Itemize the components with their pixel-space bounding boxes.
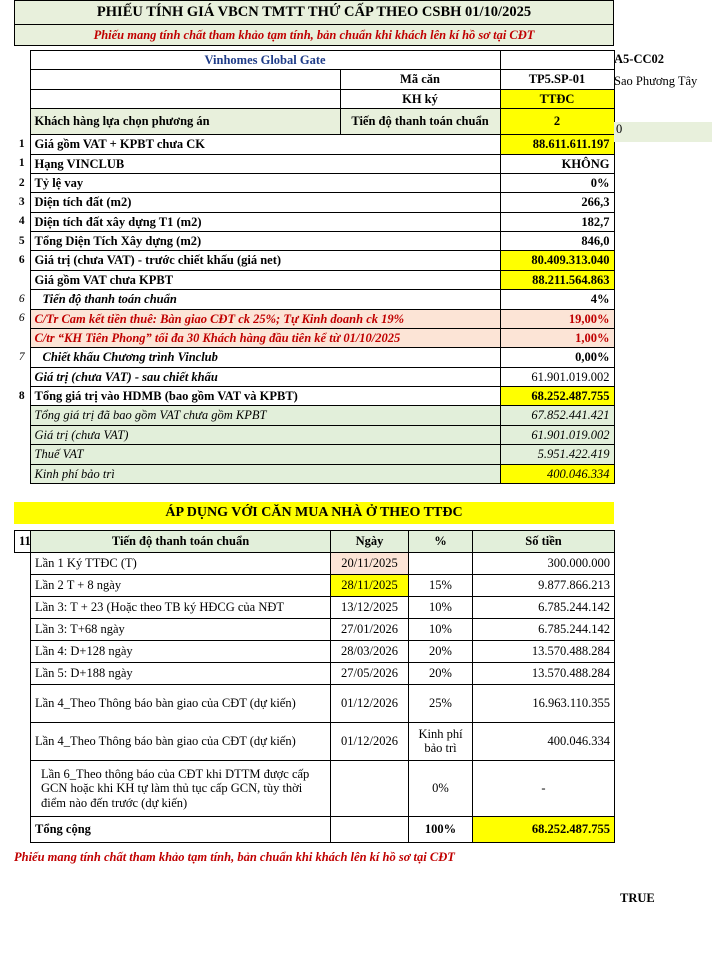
row-index: 8 [18,389,25,402]
table-row [14,251,614,270]
row-index: 6 [18,254,25,266]
footnote: Phiếu mang tính chất tham khảo tạm tính, bản chuẩn khi khách lên kí hồ sơ tại CĐT [14,849,455,864]
row-project [14,51,614,70]
row-label: Thuế VAT [30,445,500,464]
row-label: Tỷ lệ vay [30,173,500,192]
row-value: 1,00% [500,328,614,347]
blank-index [15,816,31,842]
row-index: 4 [18,215,25,228]
table-row [14,328,614,347]
blank-index [15,618,31,640]
blank-index [15,760,31,816]
kh-ky-spacer [30,89,340,108]
row-value: 0% [500,173,614,192]
row-value: 4% [500,290,614,309]
row-value: 68.252.487.755 [500,387,614,406]
customer-option-label: Khách hàng lựa chọn phương án [30,109,340,135]
idx-blank [14,51,30,70]
schedule-date [331,760,409,816]
sao-phuong-tay-label: Sao Phương Tây [614,74,698,88]
schedule-amount: 400.046.334 [473,722,615,760]
true-label: TRUE [620,891,655,905]
schedule-row [15,552,615,574]
schedule-amount: - [473,760,615,816]
schedule-amount: 16.963.110.355 [473,684,615,722]
schedule-row [15,574,615,596]
schedule-row [15,662,615,684]
table-row [14,367,614,386]
row-label: Giá trị (chưa VAT) - sau chiết khấu [30,367,500,386]
schedule-name: Lần 1 Ký TTĐC (T) [31,552,331,574]
kh-ky-value: TTĐC [500,89,614,108]
row-index [14,270,30,289]
schedule-row-index: 11 [15,530,31,552]
ma-can-label: Mã căn [340,70,500,89]
row-label: Tổng giá trị vào HDMB (bao gồm VAT và KPBT) [30,387,500,406]
row-label: C/Tr Cam kết tiền thuê: Bàn giao CĐT ck 25%; Tự Kinh doanh ck 19% [30,309,500,328]
row-value: 67.852.441.421 [500,406,614,425]
schedule-pct: 20% [409,662,473,684]
table-row [14,348,614,367]
table-row [14,232,614,251]
schedule-name: Lần 3: T + 23 (Hoặc theo TB ký HĐCG của NĐT [31,596,331,618]
row-label: Giá trị (chưa VAT) - trước chiết khấu (giá net) [30,251,500,270]
schedule-pct: Kinh phí bảo trì [409,722,473,760]
ma-can-value: TP5.SP-01 [500,70,614,89]
blank-index [15,662,31,684]
row-value: 61.901.019.002 [500,367,614,386]
row-value: 5.951.422.419 [500,445,614,464]
row-index: 1 [18,157,25,170]
row-value: 846,0 [500,232,614,251]
total-date-blank [331,816,409,842]
schedule-date: 28/03/2026 [331,640,409,662]
schedule-name: Lần 4: D+128 ngày [31,640,331,662]
apdung-banner: ÁP DỤNG VỚI CĂN MUA NHÀ Ở THEO TTĐC [14,502,614,524]
schedule-pct: 20% [409,640,473,662]
schedule-name: Lần 2 T + 8 ngày [31,574,331,596]
table-row [14,406,614,425]
row-label: Tổng Diện Tích Xây dựng (m2) [30,232,500,251]
row-index [14,328,30,347]
schedule-date: 28/11/2025 [331,574,409,596]
schedule-pct: 10% [409,618,473,640]
payment-standard-label: Tiến độ thanh toán chuẩn [340,109,500,135]
row-value: 266,3 [500,193,614,212]
title-line-2: Phiếu mang tính chất tham khảo tạm tính, bản chuẩn khi khách lên kí hồ sơ tại CĐT [15,24,614,45]
blank-index [15,640,31,662]
row-value: 88.211.564.863 [500,270,614,289]
schedule-date: 13/12/2025 [331,596,409,618]
row-label: Giá gồm VAT + KPBT chưa CK [30,135,500,154]
table-row [14,173,614,192]
schedule-row [15,596,615,618]
row-label: Giá gồm VAT chưa KPBT [30,270,500,289]
table-row [14,309,614,328]
payment-schedule-table [14,530,615,843]
row-index [14,425,30,444]
blank-index [15,574,31,596]
schedule-pct [409,552,473,574]
row-value: 0,00% [500,348,614,367]
row-value: 88.611.611.197 [500,135,614,154]
table-row [14,387,614,406]
schedule-date: 01/12/2026 [331,722,409,760]
schedule-date: 20/11/2025 [331,552,409,574]
code-right: A5-CC02 [614,52,664,66]
row-index [14,367,30,386]
schedule-date: 27/05/2026 [331,662,409,684]
schedule-header-amount: Số tiền [473,530,615,552]
row-index [14,464,30,483]
row-value: 400.046.334 [500,464,614,483]
row-index: 6 [18,312,25,325]
row-customer-option [14,109,614,135]
row-label: Diện tích đất xây dựng T1 (m2) [30,212,500,231]
row-index: 5 [18,234,25,247]
schedule-date: 27/01/2026 [331,618,409,640]
table-row [14,425,614,444]
blank-index [15,722,31,760]
project-blank [500,51,614,70]
ma-can-spacer [30,70,340,89]
schedule-name: Lần 6_Theo thông báo của CĐT khi DTTM được cấp GCN hoặc khi KH tự làm thủ tục cấp GCN, tùy thời điểm nào đến trước (dự kiến) [31,760,331,816]
blank-index [15,552,31,574]
row-kh-ky [14,89,614,108]
schedule-amount: 6.785.244.142 [473,596,615,618]
schedule-row [15,684,615,722]
schedule-header-pct: % [409,530,473,552]
project-name: Vinhomes Global Gate [30,51,500,70]
row-label: C/tr “KH Tiên Phong” tối đa 30 Khách hàng đầu tiên kể từ 01/10/2025 [30,328,500,347]
schedule-header-row [15,530,615,552]
schedule-name: Lần 3: T+68 ngày [31,618,331,640]
row-value: 19,00% [500,309,614,328]
schedule-date: 01/12/2026 [331,684,409,722]
schedule-pct: 0% [409,760,473,816]
row-value: 61.901.019.002 [500,425,614,444]
row-index [14,445,30,464]
schedule-amount: 300.000.000 [473,552,615,574]
table-row [14,135,614,154]
row-value: 80.409.313.040 [500,251,614,270]
schedule-name: Lần 4_Theo Thông báo bàn giao của CĐT (dự kiến) [31,684,331,722]
schedule-header-date: Ngày [331,530,409,552]
schedule-row [15,760,615,816]
schedule-name: Lần 5: D+188 ngày [31,662,331,684]
schedule-row [15,618,615,640]
row-ma-can [14,70,614,89]
table-row [14,290,614,309]
table-row [14,193,614,212]
row-label: Kinh phí bảo trì [30,464,500,483]
blank-index [15,684,31,722]
schedule-pct: 25% [409,684,473,722]
schedule-total-row [15,816,615,842]
schedule-name: Lần 4_Theo Thông báo bàn giao của CĐT (dự kiến) [31,722,331,760]
zero-right: 0 [614,122,712,142]
row-value: KHÔNG [500,154,614,173]
blank-index [15,596,31,618]
schedule-amount: 13.570.488.284 [473,662,615,684]
row-label: Tiến độ thanh toán chuẩn [30,290,500,309]
table-row [14,445,614,464]
row-index: 7 [18,350,25,363]
row-label: Diện tích đất (m2) [30,193,500,212]
total-pct: 100% [409,816,473,842]
table-row [14,464,614,483]
payment-standard-value: 2 [500,109,614,135]
row-label: Chiết khấu Chương trình Vinclub [30,348,500,367]
schedule-pct: 10% [409,596,473,618]
schedule-amount: 13.570.488.284 [473,640,615,662]
schedule-header-name: Tiến độ thanh toán chuẩn [31,530,331,552]
schedule-amount: 9.877.866.213 [473,574,615,596]
table-row [14,212,614,231]
table-row [14,270,614,289]
total-amount: 68.252.487.755 [473,816,615,842]
total-label: Tổng cộng [31,816,331,842]
row-index: 1 [18,137,25,150]
row-label: Giá trị (chưa VAT) [30,425,500,444]
schedule-amount: 6.785.244.142 [473,618,615,640]
table-row [14,154,614,173]
title-line-1: PHIẾU TÍNH GIÁ VBCN TMTT THỨ CẤP THEO CSBH 01/10/2025 [15,1,614,25]
schedule-row [15,722,615,760]
row-index: 6 [18,292,25,305]
row-label: Hạng VINCLUB [30,154,500,173]
kh-ky-label: KH ký [340,89,500,108]
row-index: 3 [18,195,25,208]
row-value: 182,7 [500,212,614,231]
idx-blank [14,89,30,108]
row-index: 2 [18,176,25,189]
row-index [14,406,30,425]
main-price-table [14,50,615,484]
schedule-row [15,640,615,662]
row-label: Tổng giá trị đã bao gồm VAT chưa gồm KPBT [30,406,500,425]
idx-blank [14,109,30,135]
title-block [14,0,614,46]
schedule-pct: 15% [409,574,473,596]
idx-blank [14,70,30,89]
